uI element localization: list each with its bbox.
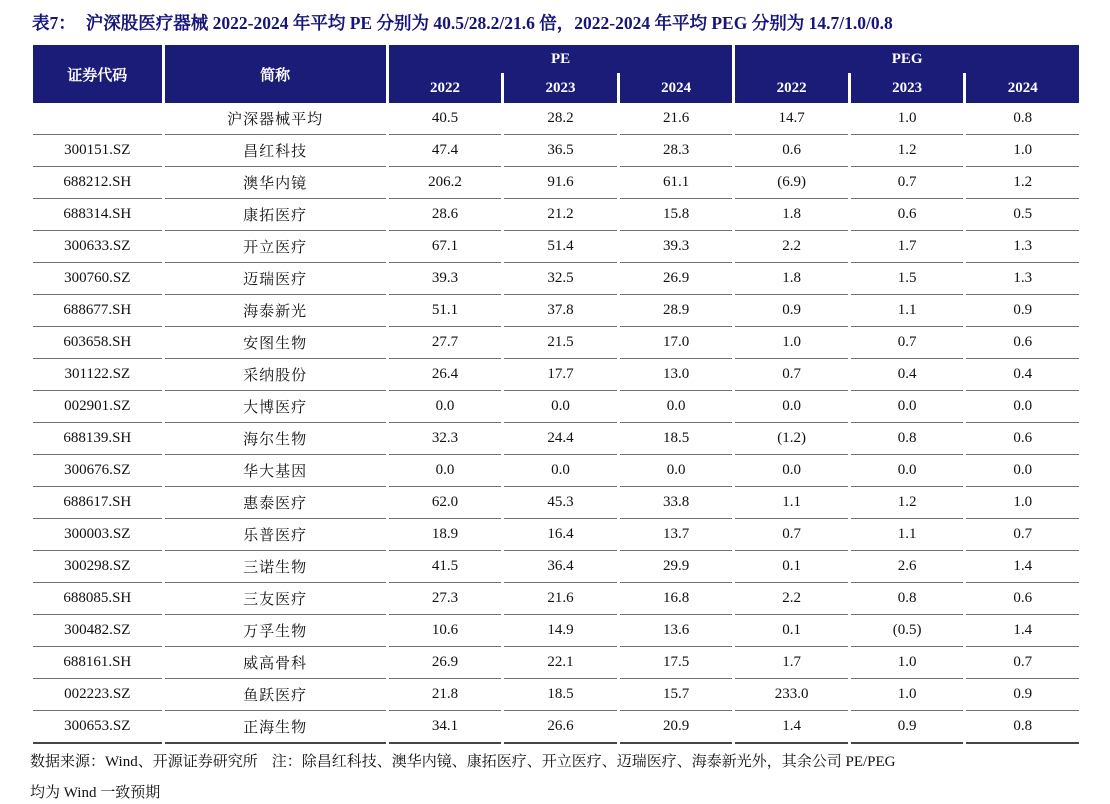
cell-peg-2024: 0.7 [966,519,1079,551]
table-row [33,199,1079,231]
col-header-name: 简称 [165,45,386,103]
cell-peg-2022: 1.8 [735,263,848,295]
cell-security-code: 688617.SH [33,487,162,519]
cell-peg-2023: 1.0 [851,647,964,679]
cell-peg-2023: 0.7 [851,327,964,359]
cell-peg-2024: 1.4 [966,551,1079,583]
cell-pe-2024: 21.6 [620,103,733,135]
pe-peg-table [30,45,1082,744]
cell-company-name: 三友医疗 [165,583,386,615]
cell-pe-2024: 18.5 [620,423,733,455]
cell-pe-2024: 33.8 [620,487,733,519]
cell-company-name: 威高骨科 [165,647,386,679]
cell-company-name: 采纳股份 [165,359,386,391]
cell-company-name: 开立医疗 [165,231,386,263]
cell-pe-2022: 28.6 [389,199,502,231]
cell-pe-2024: 0.0 [620,455,733,487]
cell-peg-2023: 0.9 [851,711,964,744]
cell-peg-2022: 1.8 [735,199,848,231]
table-row [33,167,1079,199]
data-source-text: 数据来源：Wind、开源证券研究所 [30,754,258,770]
cell-security-code: 688314.SH [33,199,162,231]
cell-company-name: 惠泰医疗 [165,487,386,519]
cell-pe-2024: 17.0 [620,327,733,359]
cell-peg-2023: 1.0 [851,679,964,711]
cell-peg-2022: 0.1 [735,615,848,647]
cell-pe-2023: 26.6 [504,711,617,744]
col-group-pe: PE [389,45,733,73]
note-text: 注：除昌红科技、澳华内镜、康拓医疗、开立医疗、迈瑞医疗、海泰新光外，其余公司 PE/PEG [271,754,896,770]
cell-peg-2023: 1.0 [851,103,964,135]
table-body [33,103,1079,744]
cell-security-code: 300003.SZ [33,519,162,551]
cell-peg-2022: 1.7 [735,647,848,679]
cell-pe-2022: 32.3 [389,423,502,455]
cell-pe-2024: 26.9 [620,263,733,295]
cell-pe-2022: 41.5 [389,551,502,583]
cell-company-name: 海尔生物 [165,423,386,455]
cell-pe-2024: 16.8 [620,583,733,615]
cell-peg-2024: 0.5 [966,199,1079,231]
cell-pe-2023: 22.1 [504,647,617,679]
cell-pe-2023: 28.2 [504,103,617,135]
cell-company-name: 昌红科技 [165,135,386,167]
cell-pe-2024: 39.3 [620,231,733,263]
page-title [30,8,1082,45]
col-group-peg: PEG [735,45,1079,73]
table-row [33,519,1079,551]
cell-pe-2024: 29.9 [620,551,733,583]
cell-pe-2024: 20.9 [620,711,733,744]
table-footnote [30,751,1082,773]
cell-peg-2023: 0.6 [851,199,964,231]
cell-peg-2024: 1.2 [966,167,1079,199]
cell-peg-2023: 1.2 [851,487,964,519]
cell-pe-2024: 0.0 [620,391,733,423]
cell-pe-2023: 16.4 [504,519,617,551]
cell-pe-2022: 62.0 [389,487,502,519]
cell-pe-2023: 36.5 [504,135,617,167]
cell-pe-2022: 0.0 [389,455,502,487]
cell-peg-2023: 0.7 [851,167,964,199]
cell-peg-2024: 0.7 [966,647,1079,679]
cell-peg-2022: 0.1 [735,551,848,583]
cell-peg-2023: 2.6 [851,551,964,583]
cell-pe-2022: 21.8 [389,679,502,711]
cell-company-name: 华大基因 [165,455,386,487]
cell-pe-2022: 26.4 [389,359,502,391]
cell-pe-2022: 27.3 [389,583,502,615]
cell-peg-2022: 0.7 [735,519,848,551]
cell-pe-2022: 51.1 [389,295,502,327]
table-row [33,551,1079,583]
cell-pe-2023: 0.0 [504,455,617,487]
cell-pe-2023: 21.2 [504,199,617,231]
cell-peg-2023: 0.8 [851,423,964,455]
cell-pe-2024: 15.8 [620,199,733,231]
cell-pe-2023: 18.5 [504,679,617,711]
cell-company-name: 万孚生物 [165,615,386,647]
cell-pe-2023: 14.9 [504,615,617,647]
cell-peg-2022: 1.0 [735,327,848,359]
cell-pe-2023: 36.4 [504,551,617,583]
cell-peg-2024: 1.3 [966,231,1079,263]
table-row [33,647,1079,679]
cell-security-code: 300298.SZ [33,551,162,583]
cell-peg-2022: 0.9 [735,295,848,327]
cell-security-code: 688085.SH [33,583,162,615]
cell-peg-2024: 1.0 [966,135,1079,167]
cell-pe-2023: 51.4 [504,231,617,263]
table-row [33,583,1079,615]
cell-security-code: 300676.SZ [33,455,162,487]
cell-pe-2024: 61.1 [620,167,733,199]
cell-pe-2024: 13.0 [620,359,733,391]
cell-pe-2023: 37.8 [504,295,617,327]
cell-peg-2024: 0.6 [966,423,1079,455]
cell-pe-2024: 15.7 [620,679,733,711]
col-header-peg-2022: 2022 [735,73,848,103]
cell-security-code: 688677.SH [33,295,162,327]
cell-security-code: 688212.SH [33,167,162,199]
cell-pe-2023: 21.5 [504,327,617,359]
cell-peg-2023: 1.7 [851,231,964,263]
cell-pe-2024: 17.5 [620,647,733,679]
cell-security-code: 300482.SZ [33,615,162,647]
col-header-pe-2024: 2024 [620,73,733,103]
note-continuation-clipped: 均为 Wind 一致预期 [30,785,161,801]
cell-peg-2022: 14.7 [735,103,848,135]
cell-company-name: 三诺生物 [165,551,386,583]
cell-security-code: 300653.SZ [33,711,162,744]
cell-peg-2023: 0.0 [851,391,964,423]
cell-company-name: 迈瑞医疗 [165,263,386,295]
cell-peg-2022: 1.1 [735,487,848,519]
cell-peg-2023: 0.0 [851,455,964,487]
cell-security-code: 300760.SZ [33,263,162,295]
cell-company-name: 大博医疗 [165,391,386,423]
table-row [33,711,1079,744]
cell-peg-2024: 0.6 [966,583,1079,615]
cell-peg-2022: 0.6 [735,135,848,167]
col-header-code: 证券代码 [33,45,162,103]
cell-peg-2022: 2.2 [735,231,848,263]
cell-pe-2023: 45.3 [504,487,617,519]
cell-pe-2023: 32.5 [504,263,617,295]
cell-peg-2023: (0.5) [851,615,964,647]
table-row [33,327,1079,359]
table-row [33,391,1079,423]
cell-peg-2024: 0.8 [966,103,1079,135]
col-header-peg-2023: 2023 [851,73,964,103]
cell-peg-2024: 1.0 [966,487,1079,519]
cell-peg-2023: 1.2 [851,135,964,167]
cell-peg-2023: 1.1 [851,519,964,551]
table-row [33,231,1079,263]
table-row [33,487,1079,519]
table-number-label: 表7： [32,13,76,33]
cell-peg-2023: 0.8 [851,583,964,615]
table-row [33,423,1079,455]
cell-company-name: 安图生物 [165,327,386,359]
cell-peg-2024: 1.4 [966,615,1079,647]
table-row [33,103,1079,135]
cell-pe-2023: 24.4 [504,423,617,455]
cell-pe-2024: 13.7 [620,519,733,551]
cell-company-name: 乐普医疗 [165,519,386,551]
cell-peg-2024: 0.6 [966,327,1079,359]
cell-peg-2022: 1.4 [735,711,848,744]
cell-pe-2022: 26.9 [389,647,502,679]
cell-company-name: 沪深器械平均 [165,103,386,135]
cell-security-code: 603658.SH [33,327,162,359]
cell-pe-2024: 28.3 [620,135,733,167]
cell-peg-2023: 0.4 [851,359,964,391]
cell-peg-2022: (6.9) [735,167,848,199]
cell-company-name: 鱼跃医疗 [165,679,386,711]
cell-peg-2024: 0.0 [966,391,1079,423]
cell-peg-2024: 0.4 [966,359,1079,391]
cell-security-code: 002223.SZ [33,679,162,711]
cell-company-name: 康拓医疗 [165,199,386,231]
cell-pe-2022: 40.5 [389,103,502,135]
cell-pe-2023: 91.6 [504,167,617,199]
cell-pe-2023: 0.0 [504,391,617,423]
cell-pe-2022: 27.7 [389,327,502,359]
cell-peg-2024: 0.9 [966,679,1079,711]
cell-peg-2024: 0.9 [966,295,1079,327]
table-row [33,679,1079,711]
cell-peg-2022: 0.0 [735,455,848,487]
cell-pe-2022: 34.1 [389,711,502,744]
cell-security-code [33,103,162,135]
cell-company-name: 正海生物 [165,711,386,744]
cell-security-code: 301122.SZ [33,359,162,391]
cell-pe-2023: 21.6 [504,583,617,615]
cell-peg-2022: 0.0 [735,391,848,423]
cell-pe-2024: 28.9 [620,295,733,327]
cell-pe-2022: 47.4 [389,135,502,167]
cell-security-code: 688139.SH [33,423,162,455]
table-row [33,615,1079,647]
cell-pe-2022: 10.6 [389,615,502,647]
table-row [33,455,1079,487]
col-header-peg-2024: 2024 [966,73,1079,103]
cell-peg-2022: (1.2) [735,423,848,455]
cell-pe-2022: 206.2 [389,167,502,199]
cell-pe-2022: 18.9 [389,519,502,551]
cell-peg-2024: 0.0 [966,455,1079,487]
cell-security-code: 300633.SZ [33,231,162,263]
table-row [33,359,1079,391]
cell-peg-2022: 2.2 [735,583,848,615]
cell-peg-2022: 0.7 [735,359,848,391]
cell-peg-2023: 1.1 [851,295,964,327]
table-row [33,135,1079,167]
cell-peg-2024: 1.3 [966,263,1079,295]
cell-pe-2024: 13.6 [620,615,733,647]
cell-pe-2022: 0.0 [389,391,502,423]
cell-peg-2024: 0.8 [966,711,1079,744]
table-row [33,295,1079,327]
cell-security-code: 688161.SH [33,647,162,679]
table-header [33,45,1079,103]
cell-company-name: 海泰新光 [165,295,386,327]
cell-peg-2022: 233.0 [735,679,848,711]
cell-security-code: 300151.SZ [33,135,162,167]
col-header-pe-2022: 2022 [389,73,502,103]
cell-peg-2023: 1.5 [851,263,964,295]
col-header-pe-2023: 2023 [504,73,617,103]
table-title-text: 沪深股医疗器械 2022-2024 年平均 PE 分别为 40.5/28.2/21.6 倍，2022-2024 年平均 PEG 分别为 14.7/1.0/0.8 [85,13,893,33]
table-row [33,263,1079,295]
cell-pe-2023: 17.7 [504,359,617,391]
cell-pe-2022: 39.3 [389,263,502,295]
cell-company-name: 澳华内镜 [165,167,386,199]
cell-pe-2022: 67.1 [389,231,502,263]
cell-security-code: 002901.SZ [33,391,162,423]
